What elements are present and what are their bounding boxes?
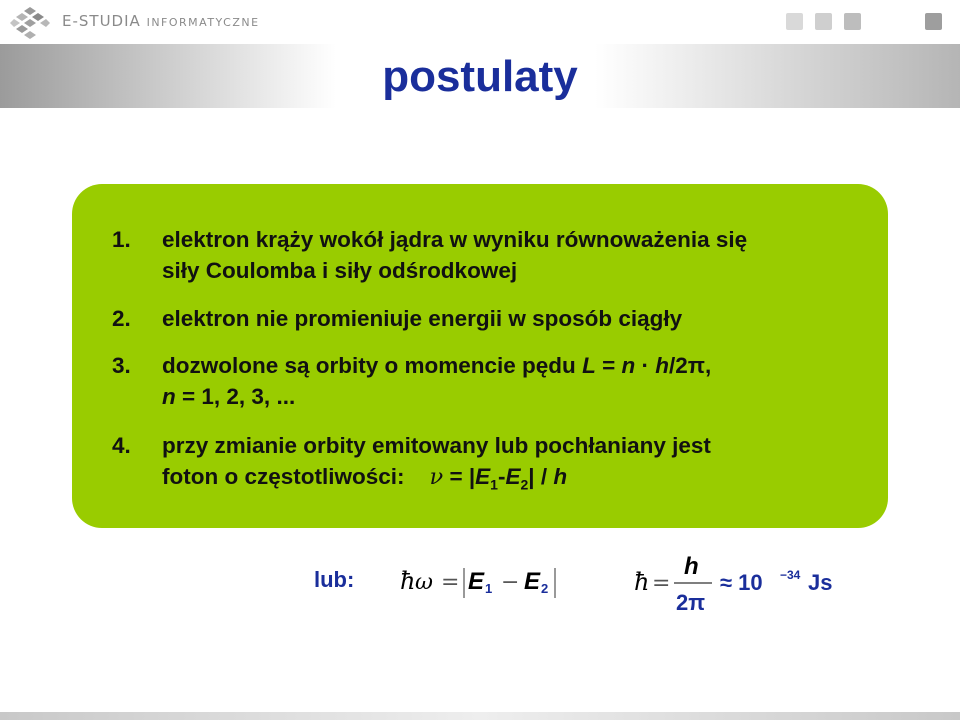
nav-first-icon[interactable] <box>786 13 803 30</box>
postulate-number: 2. <box>112 306 131 331</box>
e-studia-logo-icon <box>10 5 50 39</box>
energy-difference-formula <box>398 562 568 602</box>
svg-text:ħ: ħ <box>634 568 650 596</box>
svg-text:−: − <box>501 570 520 595</box>
svg-text:2π: 2π <box>676 590 706 615</box>
svg-text:1: 1 <box>485 581 493 596</box>
svg-text:=: = <box>652 571 671 596</box>
svg-text:h: h <box>684 553 699 580</box>
svg-text:≈ 10: ≈ 10 <box>720 570 763 595</box>
svg-text:−34: −34 <box>780 568 801 582</box>
postulate-text: elektron nie promieniuje energii w sposób ciągły <box>162 306 683 331</box>
svg-text:ω: ω <box>415 570 433 595</box>
svg-text:2: 2 <box>541 581 549 596</box>
nav-prev-icon[interactable] <box>815 13 832 30</box>
svg-text:=: = <box>441 570 460 595</box>
footer-bar <box>0 712 960 720</box>
postulate-text: przy zmianie orbity emitowany lub pochłaniany jest foton o częstotliwości: $\nu = |E_1-E_2| / h$ <box>162 433 711 493</box>
postulate-text: dozwolone są orbity o momencie pędu L = n · h/2π, n = 1, 2, 3, ... <box>162 353 712 409</box>
slide-title: postulaty <box>382 52 578 101</box>
or-label: lub: <box>314 567 355 592</box>
svg-text:Js: Js <box>808 570 833 595</box>
reduced-planck-formula <box>632 552 862 616</box>
nav-next-icon[interactable] <box>844 13 861 30</box>
postulate-number: 4. <box>112 433 131 458</box>
postulate-number: 3. <box>112 353 131 378</box>
svg-text:E: E <box>524 568 541 595</box>
svg-text:ħ: ħ <box>400 567 416 595</box>
top-bar <box>0 0 960 44</box>
nav-last-icon[interactable] <box>925 13 942 30</box>
svg-text:E: E <box>468 568 485 595</box>
postulate-text: elektron krąży wokół jądra w wyniku równoważenia się siły Coulomba i siły odśrodkowej <box>162 227 748 283</box>
postulate-number: 1. <box>112 227 131 252</box>
brand-name: E-STUDIA INFORMATYCZNE <box>62 12 260 30</box>
